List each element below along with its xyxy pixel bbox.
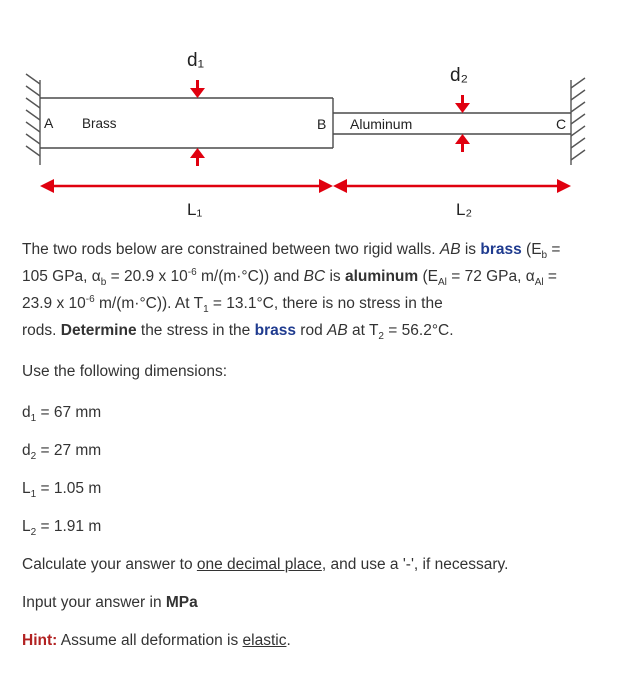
brass-keyword: brass [254,322,296,339]
d2-symbol: d [22,442,31,459]
aluminum-label: Aluminum [350,116,413,132]
rods-text: rods. [22,322,61,339]
alpha-al-subscript: Al [534,277,544,289]
t2-value: = 56.2°C. [383,322,454,339]
rod-ab-ref: AB [439,241,461,258]
l2-label: L₂ [456,200,473,219]
decimal-place-text: one decimal place [196,556,322,573]
dimension-d2 [22,437,622,464]
aluminum-modulus-alpha: = 72 GPa, α [446,268,535,285]
text-is: is [460,241,481,258]
point-c-label: C [556,116,567,132]
right-wall [571,78,585,165]
aluminum-alpha-unit: m/(m·°C)). At T [94,295,204,312]
hint-label: Hint: [22,632,58,649]
hint-text: Assume all deformation is [57,632,243,649]
problem-statement [22,236,622,654]
elastic-text: elastic [242,632,287,649]
l2-subscript: 2 [30,527,37,539]
exponent: -6 [85,293,95,305]
rod-text: rod [295,322,327,339]
intro-text: The two rods below are constrained between two rigid walls. [22,241,440,258]
l2-symbol: L [22,518,31,535]
d1-subscript: 1 [30,413,37,425]
brass-label: Brass [82,116,117,131]
eal-subscript: Al [438,277,447,289]
l1-subscript: 1 [30,489,37,501]
brass-alpha-value: = 20.9 x 10 [106,268,188,285]
point-b-label: B [317,116,327,132]
point-a-label: A [44,115,54,131]
rod-diagram [0,0,633,235]
left-wall [26,74,40,165]
hint [22,627,622,654]
rod-ab-ref: AB [327,322,348,339]
t1-subscript: 1 [203,304,209,316]
eb-equals: = [547,241,561,258]
aluminum-alpha-value: 23.9 x 10 [22,295,86,312]
eb-symbol: (E [521,241,542,258]
hint-period: . [286,632,291,649]
alpha-b-subscript: b [100,277,107,289]
eb-subscript: b [541,250,548,262]
rod-bc-ref: BC [303,268,326,285]
input-instruction [22,589,622,616]
exponent: -6 [187,266,197,278]
calculate-instruction [22,551,622,578]
eal-symbol: (E [418,268,438,285]
problem-paragraph [22,236,622,344]
brass-keyword: brass [480,241,522,258]
use-dimensions: Use the following dimensions: [22,363,228,380]
l1-dimension-arrow [40,179,333,193]
determine-keyword: Determine [60,322,137,339]
brass-alpha-unit: m/(m·°C)) and [196,268,304,285]
d2-value: = 27 mm [36,442,102,459]
d2-arrows [455,95,470,152]
d1-symbol: d [22,404,31,421]
l1-symbol: L [22,480,31,497]
alpha-al-equals: = [543,268,557,285]
input-text: Input your answer in [22,594,166,611]
d1-arrows [190,80,205,166]
d2-subscript: 2 [30,451,37,463]
l1-value: = 1.05 m [36,480,102,497]
d2-label: d₂ [450,65,468,86]
d1-value: = 67 mm [36,404,102,421]
at-t2-text: at T [347,322,379,339]
dimension-l1 [22,475,622,502]
aluminum-keyword: aluminum [344,268,419,285]
brass-modulus-alpha: 105 GPa, α [22,268,101,285]
unit-mpa: MPa [165,594,198,611]
dimension-l2 [22,513,622,540]
t2-subscript: 2 [378,331,384,343]
calc-text: Calculate your answer to [22,556,197,573]
t1-value: = 13.1°C, there is no stress in the [208,295,443,312]
l1-label: L₁ [187,200,203,219]
dimension-d1 [22,399,622,426]
text-is: is [325,268,345,285]
stress-text: the stress in the [136,322,255,339]
l2-value: = 1.91 m [36,518,102,535]
calc-text-end: , and use a '-', if necessary. [321,556,509,573]
d1-label: d₁ [187,50,204,71]
l2-dimension-arrow [333,179,571,193]
